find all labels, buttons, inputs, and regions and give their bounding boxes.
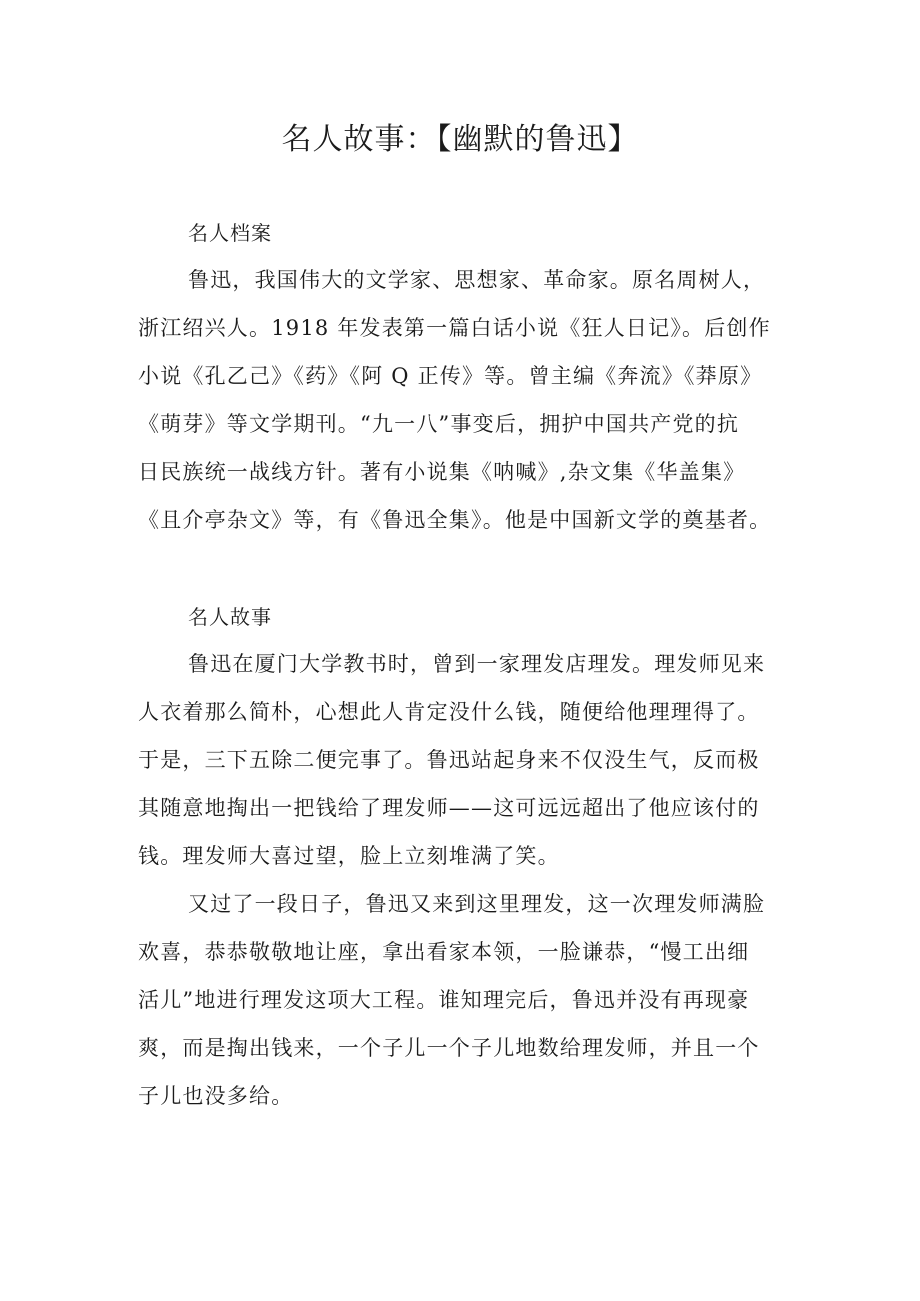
paragraph-line: 活儿”地进行理发这项大工程。谁知理完后，鲁迅并没有再现豪 [138, 988, 750, 1012]
paragraph-line: 欢喜，恭恭敬敬地让座，拿出看家本领，一脸谦恭，“慢工出细 [138, 940, 750, 964]
paragraph-line: 《且介亭杂文》等，有《鲁迅全集》。他是中国新文学的奠基者。 [138, 508, 772, 532]
paragraph-line: 又过了一段日子，鲁迅又来到这里理发，这一次理发师满脸 [188, 892, 766, 916]
paragraph-line: 爽，而是掏出钱来，一个子儿一个子儿地数给理发师，并且一个 [138, 1036, 760, 1060]
paragraph-line: 鲁迅，我国伟大的文学家、思想家、革命家。原名周树人， [188, 268, 766, 292]
paragraph-line: 《萌芽》等文学期刊。“九一八”事变后，拥护中国共产党的抗 [138, 412, 740, 436]
paragraph-line: 鲁迅在厦门大学教书时，曾到一家理发店理发。理发师见来 [188, 652, 766, 676]
paragraph-line: 钱。理发师大喜过望，脸上立刻堆满了笑。 [138, 844, 560, 868]
section-label-profile: 名人档案 [188, 221, 272, 245]
section-label-story: 名人故事 [188, 605, 272, 629]
paragraph-line: 小说《孔乙己》《药》《阿 Q 正传》等。曾主编《奔流》《莽原》 [138, 364, 763, 388]
paragraph-line: 于是，三下五除二便完事了。鲁迅站起身来不仅没生气，反而极 [138, 748, 760, 772]
paragraph-line: 浙江绍兴人。1918 年发表第一篇白话小说《狂人日记》。后创作 [138, 316, 771, 340]
paragraph-line: 子儿也没多给。 [138, 1084, 294, 1108]
paragraph-line: 日民族统一战线方针。著有小说集《呐喊》,杂文集《华盖集》 [138, 460, 746, 484]
paragraph-line: 人衣着那么简朴，心想此人肯定没什么钱，随便给他理理得了。 [138, 700, 760, 724]
document-title: 名人故事：【幽默的鲁迅】 [281, 122, 639, 157]
paragraph-line: 其随意地掏出一把钱给了理发师——这可远远超出了他应该付的 [138, 796, 760, 820]
